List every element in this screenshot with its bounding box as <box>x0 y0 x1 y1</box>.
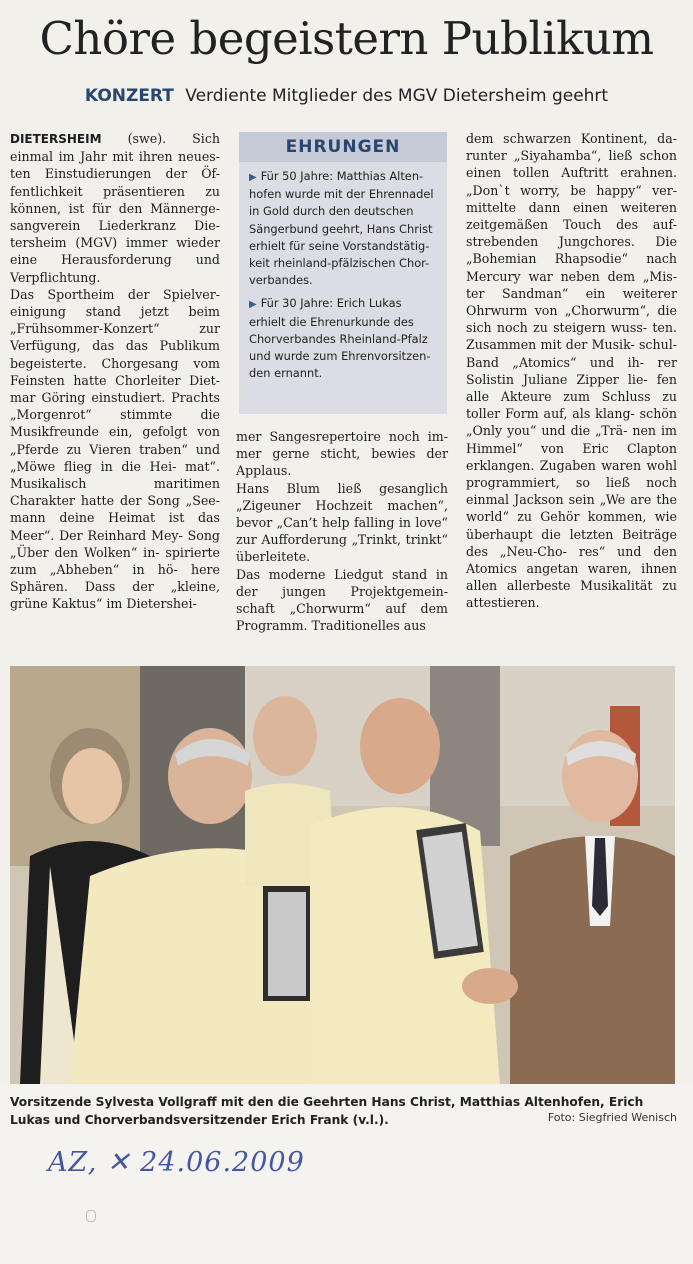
article-column-3 <box>466 130 677 612</box>
kicker: KONZERT <box>84 86 174 106</box>
info-box-ehrungen <box>239 132 447 414</box>
info-box-item: ▶ Für 50 Jahre: Matthias Alten- hofen wurde mit der Ehrennadel in Gold durch den deutschen Sängerbund geehrt, Hans Christ erhielt für seine Vorstandstätig- keit rheinland-pfälzischen Chor- verbandes. <box>249 169 434 288</box>
info-box-title: EHRUNGEN <box>239 132 447 162</box>
paragraph: Das Sportheim der Spielver- einigung stand jetzt beim „Frühsommer-Konzert“ zur Verfügung, das das Publikum begeisterte. Chorgesang vom Feinsten hatte Chorleiter Diet- mar Göring einstudiert. Prachts „Morgenrot“ stimmte die Musikfreunde ein, gefolgt von „Pferde zu Vieren traben“ und „Möwe flieg in die Hei- mat“. Musikalisch maritimen Charakter hatte der Song „See- mann deine Heimat ist das Meer“. Der Reinhard Mey- Song „Über den Wolken“ in- spirierte zum „Abheben“ in hö- here Sphären. Dass der „kleine, grüne Kaktus“ im Dietershei- <box>10 286 220 612</box>
paragraph: dem schwarzen Kontinent, da- runter „Siyahamba“, ließ schon einen tollen Auftritt erahnen. „Don`t worry, be happy“ ver- mittelte dann einen weiteren zeitgemäßen Touch des auf- strebenden Jungchores. Die „Bohemian Rhapsodie“ nach Mercury war neben dem „Mis- ter Sandman“ ein weiterer Ohrwurm von „Chorwurm“, die sich noch zu steigern wuss- ten. Zusammen mit der Musik- schul-Band „Atomics“ und ih- rer Solistin Juliane Zipper lie- fen alle Akteure zum Schluss zu toller Form auf, als klang- schön „Only you“ und die „Trä- nen im Himmel“ von Eric Clapton erklangen. Zugaben waren wohl programmiert, so ließ noch einmal Jackson sein „We are the world“ zu Gehör kommen, wie überhaupt die letzten Beiträge des „Neu-Cho- res“ und den Atomics angetan waren, ihnen allen allerbeste Musikalität zu attestieren. <box>466 131 677 611</box>
headline: Chöre begeistern Publikum <box>39 12 654 65</box>
paragraph: mer Sangesrepertoire noch im- mer gerne sticht, bewies der Applaus. <box>236 429 448 479</box>
subheadline: Verdiente Mitglieder des MGV Dietersheim geehrt <box>185 86 609 106</box>
info-box-item: ▶ Für 30 Jahre: Erich Lukas erhielt die Ehrenurkunde des Chorverbandes Rheinland-Pfalz und wurde zum Ehrenvorsitzen- den ernannt. <box>249 296 431 381</box>
triangle-bullet-icon: ▶ <box>249 299 257 311</box>
dateline: DIETERSHEIM <box>10 132 102 146</box>
group-photo-illustration <box>10 666 675 1084</box>
photo-credit: Foto: Siegfried Wenisch <box>547 1111 677 1124</box>
handwritten-source-date: AZ, ✕ 24.06.2009 <box>48 1147 305 1178</box>
group-photo <box>10 666 675 1084</box>
paper-mark <box>86 1210 96 1222</box>
paragraph: Hans Blum ließ gesanglich „Zigeuner Hochzeit machen“, bevor „Can’t help falling in love“ zur Aufforderung „Trinkt, trinkt“ überleitete. <box>236 480 448 565</box>
paragraph-text: (swe). Sich einmal im Jahr mit ihren neues- ten Einstudierungen der Öf- fentlichkeit präsentieren zu können, ist für den Männerge- sangverein Liederkranz Die- tersheim (MGV) immer wieder eine Herausforderung und Verpflichtung. <box>10 131 220 285</box>
subheadline-row <box>0 86 693 106</box>
article-column-1 <box>10 130 220 613</box>
triangle-bullet-icon: ▶ <box>249 172 257 183</box>
article-column-2 <box>236 428 448 634</box>
paragraph <box>10 130 220 286</box>
photo-caption: Vorsitzende Sylvesta Vollgraff mit den die Geehrten Hans Christ, Matthias Altenhofen, Erich Lukas und Chorverbandsversitzender Erich Frank (v.l.). <box>10 1095 644 1127</box>
paragraph: Das moderne Liedgut stand in der jungen Projektgemein- schaft „Chorwurm“ auf dem Programm. Traditionelles aus <box>236 566 448 634</box>
